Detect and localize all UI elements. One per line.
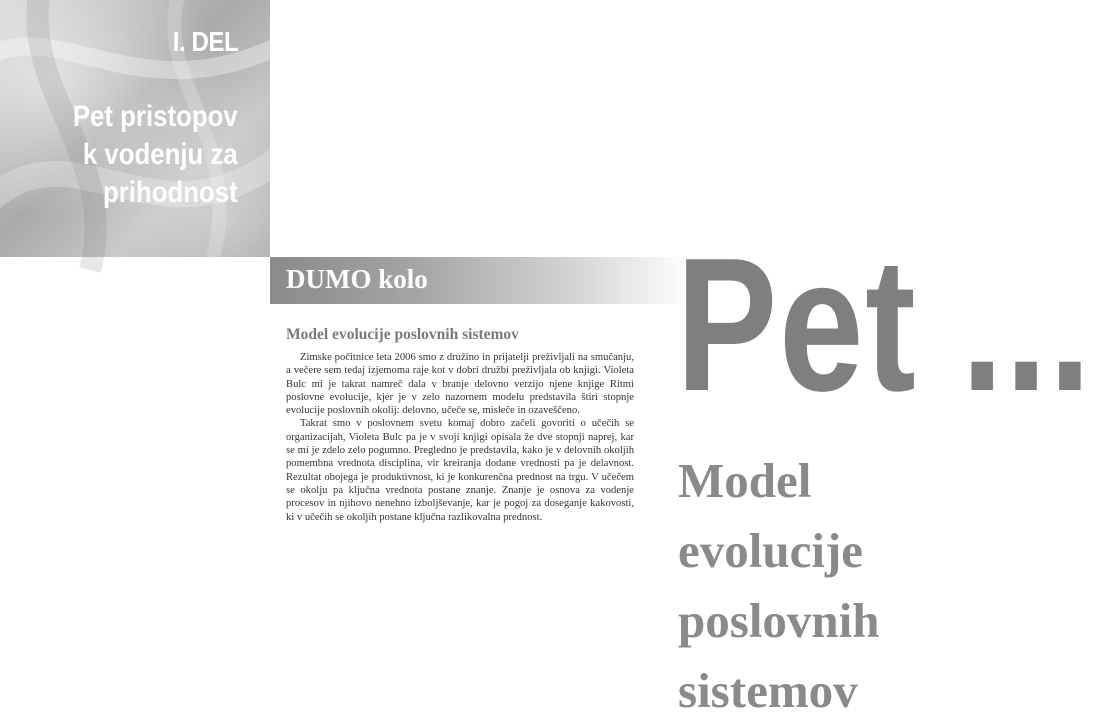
part-title-box bbox=[0, 0, 270, 257]
article-paragraph: Takrat smo v poslovnem svetu komaj dobro začeli govoriti o učečih se organizacijah, Violeta Bulc pa je v svoji knjigi opisala že dve stopnji naprej, kar se mi je zdelo zelo pogumno. Pregledno je predstavila, kako je v delovnih okoljih pomembna vrednota disciplina, vir kreiranja dodane vrednosti pa je delavnost. Rezultat obojega je produktivnost, ki je konkurenčna prednost na trgu. V učečem se okolju pa ključna vrednota postane znanje. Znanje je osnova za vodenje procesov in njihovo nenehno izboljševanje, kar je pogoj za doseganje kakovosti, ki v učečih se okoljih postane ključna razlikovalna prednost. bbox=[286, 418, 634, 523]
article-heading: Model evolucije poslovnih sistemov bbox=[286, 326, 519, 343]
feature-subtitle-line: poslovnih bbox=[678, 593, 880, 648]
part-title-line: Pet pristopov bbox=[73, 100, 238, 133]
part-title-line: prihodnost bbox=[103, 176, 238, 209]
section-label: DUMO kolo bbox=[286, 264, 428, 294]
part-title-line: k vodenju za bbox=[83, 138, 238, 171]
article-body bbox=[286, 351, 634, 524]
part-title bbox=[73, 98, 238, 212]
feature-subtitle-line: evolucije bbox=[678, 523, 864, 578]
part-label: I. DEL bbox=[172, 26, 238, 57]
feature-big-word: Pet ... bbox=[676, 219, 1093, 431]
feature-subtitle-line: Model bbox=[678, 453, 812, 508]
article-paragraph: Zimske počitnice leta 2006 smo z družino in prijatelji preživljali na smučanju, a večere sem tedaj izjemoma raje kot v dobri družbi preživljala ob knjigi. Violeta Bulc mi je takrat namreč dala v branje delovno verzijo njene knjige Ritmi poslovne evolucije, kjer je v zelo nazornem modelu predstavila štiri stopnje evolucije poslovnih okolij: delovno, učeče se, misleče in ozaveščeno. bbox=[286, 352, 634, 417]
feature-subtitle bbox=[678, 446, 1008, 726]
feature-subtitle-line: sistemov bbox=[678, 663, 858, 718]
